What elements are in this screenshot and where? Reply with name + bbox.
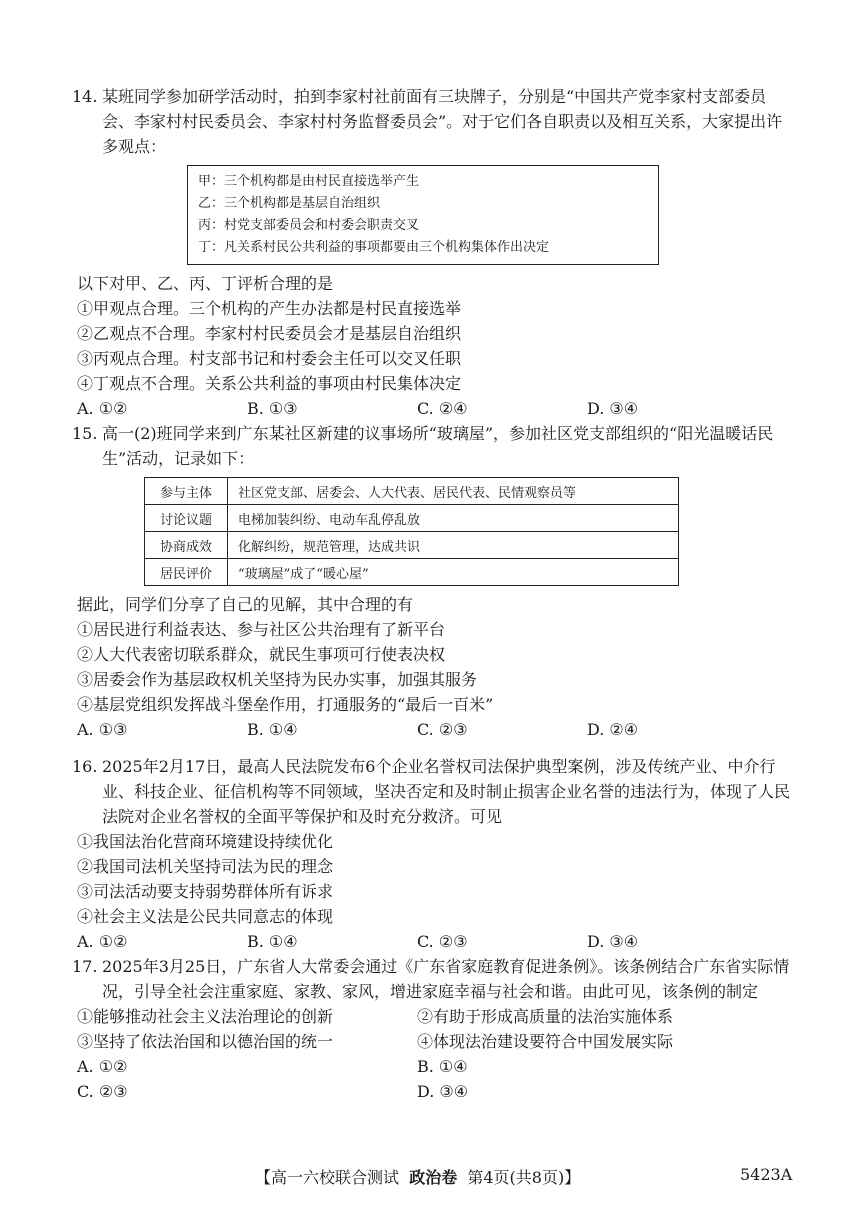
q17-item-4: ④体现法治建设要符合中国发展实际 bbox=[417, 1032, 674, 1051]
q15-option-d[interactable]: D. ②④ bbox=[587, 720, 639, 739]
q15-stem: 15. 高一(2)班同学来到广东某社区新建的议事场所“玻璃屋”，参加社区党支部组织的“阳光温暖话民生”活动，记录如下： bbox=[72, 424, 774, 468]
q14-view-ding: 丁：凡关系村民公共利益的事项都要由三个机构集体作出决定 bbox=[198, 240, 550, 255]
footer-exam-name: 【高一六校联合测试 bbox=[255, 1168, 400, 1187]
q15-item-1: ①居民进行利益表达、参与社区公共治理有了新平台 bbox=[77, 620, 446, 639]
q15-options bbox=[72, 717, 792, 742]
footer-page-number: 第4页(共8页)】 bbox=[467, 1168, 581, 1187]
q15-item-2: ②人大代表密切联系群众，就民生事项可行使表决权 bbox=[77, 645, 446, 664]
table-key: 参与主体 bbox=[145, 478, 228, 505]
q16-option-c[interactable]: C. ②③ bbox=[417, 932, 468, 951]
q16-options bbox=[72, 929, 792, 954]
table-key: 讨论议题 bbox=[145, 505, 228, 532]
table-row bbox=[145, 532, 679, 559]
q15-record-table bbox=[144, 477, 679, 586]
q14-stem: 14. 某班同学参加研学活动时，拍到李家村社前面有三块牌子，分别是“中国共产党李家村支部委员会、李家村村民委员会、李家村村务监督委员会”。对于它们各自职责以及相互关系，大家提出许多观点： bbox=[72, 87, 783, 156]
q17-item-1: ①能够推动社会主义法治理论的创新 bbox=[77, 1007, 334, 1026]
q17-option-a[interactable]: A. ①② bbox=[77, 1057, 128, 1076]
q15-item-3: ③居委会作为基层政权机关坚持为民办实事，加强其服务 bbox=[77, 670, 478, 689]
q14-option-d[interactable]: D. ③④ bbox=[587, 399, 639, 418]
footer-paper-code: 5423A bbox=[740, 1165, 793, 1184]
q14-viewpoint-box bbox=[187, 165, 659, 265]
q16-item-1: ①我国法治化营商环境建设持续优化 bbox=[77, 832, 334, 851]
q14-options bbox=[72, 396, 792, 421]
question-14 bbox=[72, 84, 792, 421]
q17-option-b[interactable]: B. ①④ bbox=[417, 1057, 468, 1076]
table-key: 协商成效 bbox=[145, 532, 228, 559]
footer-subject: 政治卷 bbox=[409, 1168, 458, 1187]
q15-item-4: ④基层党组织发挥战斗堡垒作用，打通服务的“最后一百米” bbox=[77, 695, 494, 714]
question-17 bbox=[72, 954, 792, 1104]
table-key: 居民评价 bbox=[145, 559, 228, 586]
q17-option-c[interactable]: C. ②③ bbox=[77, 1082, 128, 1101]
q14-item-1: ①甲观点合理。三个机构的产生办法都是村民直接选举 bbox=[77, 299, 462, 318]
q17-options-row-2 bbox=[72, 1079, 792, 1104]
q14-item-4: ④丁观点不合理。关系公共利益的事项由村民集体决定 bbox=[77, 374, 462, 393]
q16-option-a[interactable]: A. ①② bbox=[77, 932, 128, 951]
q17-item-2: ②有助于形成高质量的法治实施体系 bbox=[417, 1007, 674, 1026]
q17-items-row-2 bbox=[72, 1029, 792, 1054]
q15-option-b[interactable]: B. ①④ bbox=[247, 720, 298, 739]
q14-option-c[interactable]: C. ②④ bbox=[417, 399, 468, 418]
q17-options-row-1 bbox=[72, 1054, 792, 1079]
q16-item-2: ②我国司法机关坚持司法为民的理念 bbox=[77, 857, 334, 876]
q15-option-a[interactable]: A. ①③ bbox=[77, 720, 128, 739]
q15-question: 据此，同学们分享了自己的见解，其中合理的有 bbox=[77, 595, 414, 614]
q14-option-b[interactable]: B. ①③ bbox=[247, 399, 298, 418]
q14-view-yi: 乙：三个机构都是基层自治组织 bbox=[198, 196, 381, 211]
footer-title bbox=[255, 1165, 580, 1188]
table-value: 社区党支部、居委会、人大代表、居民代表、民情观察员等 bbox=[228, 478, 679, 505]
q14-option-a[interactable]: A. ①② bbox=[77, 399, 128, 418]
q14-item-3: ③丙观点合理。村支部书记和村委会主任可以交叉任职 bbox=[77, 349, 462, 368]
table-value: 电梯加装纠纷、电动车乱停乱放 bbox=[228, 505, 679, 532]
q14-question: 以下对甲、乙、丙、丁评析合理的是 bbox=[77, 274, 334, 293]
table-value: “玻璃屋”成了“暖心屋” bbox=[228, 559, 679, 586]
question-15 bbox=[72, 421, 792, 742]
question-16 bbox=[72, 754, 792, 954]
table-row bbox=[145, 559, 679, 586]
q16-stem: 16. 2025年2月17日，最高人民法院发布6个企业名誉权司法保护典型案例，涉及传统产业、中介行业、科技企业、征信机构等不同领域，坚决否定和及时制止损害企业名誉的违法行为，体现了人民法院对企业名誉权的全面平等保护和及时充分救济。可见 bbox=[72, 757, 791, 826]
q14-view-bing: 丙：村党支部委员会和村委会职责交叉 bbox=[198, 218, 420, 233]
q17-items-row-1 bbox=[72, 1004, 792, 1029]
table-row bbox=[145, 505, 679, 532]
q17-stem: 17. 2025年3月25日，广东省人大常委会通过《广东省家庭教育促进条例》。该条例结合广东省实际情况，引导全社会注重家庭、家教、家风，增进家庭幸福与社会和谐。由此可见，该条例的制定 bbox=[72, 957, 790, 1001]
q15-option-c[interactable]: C. ②③ bbox=[417, 720, 468, 739]
q14-item-2: ②乙观点不合理。李家村村民委员会才是基层自治组织 bbox=[77, 324, 462, 343]
q16-item-3: ③司法活动要支持弱势群体所有诉求 bbox=[77, 882, 334, 901]
table-value: 化解纠纷，规范管理，达成共识 bbox=[228, 532, 679, 559]
q17-option-d[interactable]: D. ③④ bbox=[417, 1082, 469, 1101]
q16-item-4: ④社会主义法是公民共同意志的体现 bbox=[77, 907, 334, 926]
table-row bbox=[145, 478, 679, 505]
q14-view-jia: 甲：三个机构都是由村民直接选举产生 bbox=[198, 174, 420, 189]
q17-item-3: ③坚持了依法治国和以德治国的统一 bbox=[77, 1032, 334, 1051]
q16-option-b[interactable]: B. ①④ bbox=[247, 932, 298, 951]
q16-option-d[interactable]: D. ③④ bbox=[587, 932, 639, 951]
